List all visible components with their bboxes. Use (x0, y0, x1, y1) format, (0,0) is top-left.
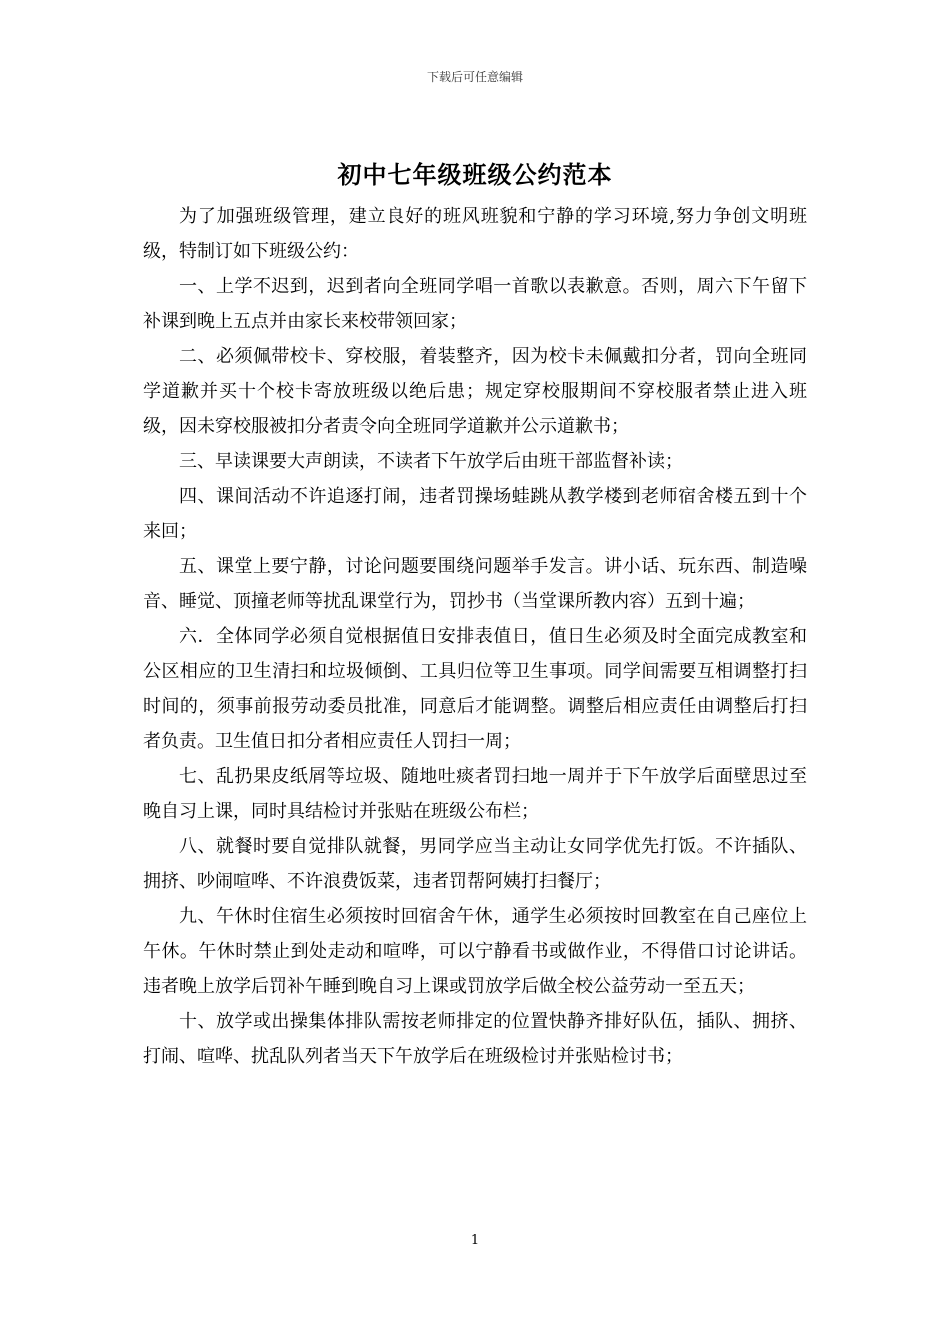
rule-paragraph-5: 五、课堂上要宁静，讨论问题要围绕问题举手发言。讲小话、玩东西、制造噪音、睡觉、顶撞老师等扰乱课堂行为，罚抄书（当堂课所教内容）五到十遍； (143, 556, 807, 612)
rule-paragraph-10: 十、放学或出操集体排队需按老师排定的位置快静齐排好队伍，插队、拥挤、打闹、喧哗、扰乱队列者当天下午放学后在班级检讨并张贴检讨书； (143, 1011, 807, 1067)
rule-paragraph-3: 三、早读课要大声朗读，不读者下午放学后由班干部监督补读； (179, 451, 683, 472)
intro-paragraph: 为了加强班级管理，建立良好的班风班貌和宁静的学习环境,努力争创文明班级，特制订如下班级公约： (143, 206, 807, 262)
rule-paragraph-4: 四、课间活动不许追逐打闹，违者罚操场蛙跳从教学楼到老师宿舍楼五到十个来回； (143, 486, 807, 542)
rule-paragraph-9: 九、午休时住宿生必须按时回宿舍午休，通学生必须按时回教室在自己座位上午休。午休时禁止到处走动和喧哗，可以宁静看书或做作业，不得借口讨论讲话。违者晚上放学后罚补午睡到晚自习上课或罚放学后做全校公益劳动一至五天； (143, 906, 807, 997)
rule-paragraph-1: 一、上学不迟到，迟到者向全班同学唱一首歌以表歉意。否则，周六下午留下补课到晚上五点并由家长来校带领回家； (143, 276, 807, 332)
rule-paragraph-8: 八、就餐时要自觉排队就餐，男同学应当主动让女同学优先打饭。不许插队、拥挤、吵闹喧哗、不许浪费饭菜，违者罚帮阿姨打扫餐厅； (143, 836, 807, 892)
document-body (143, 199, 807, 1074)
page-number: 1 (470, 1233, 480, 1248)
rule-paragraph-7: 七、乱扔果皮纸屑等垃圾、随地吐痰者罚扫地一周并于下午放学后面壁思过至晚自习上课，同时具结检讨并张贴在班级公布栏； (143, 766, 807, 822)
rule-paragraph-6: 六．全体同学必须自觉根据值日安排表值日，值日生必须及时全面完成教室和公区相应的卫生清扫和垃圾倾倒、工具归位等卫生事项。同学间需要互相调整打扫时间的，须事前报劳动委员批准，同意后才能调整。调整后相应责任由调整后打扫者负责。卫生值日扣分者相应责任人罚扫一周； (143, 626, 807, 752)
page-header: 下载后可任意编辑 (426, 70, 523, 84)
document-title: 初中七年级班级公约范本 (337, 161, 613, 189)
rule-paragraph-2: 二、必须佩带校卡、穿校服，着装整齐，因为校卡未佩戴扣分者，罚向全班同学道歉并买十个校卡寄放班级以绝后患；规定穿校服期间不穿校服者禁止进入班级，因未穿校服被扣分者责令向全班同学道歉并公示道歉书； (143, 346, 807, 437)
